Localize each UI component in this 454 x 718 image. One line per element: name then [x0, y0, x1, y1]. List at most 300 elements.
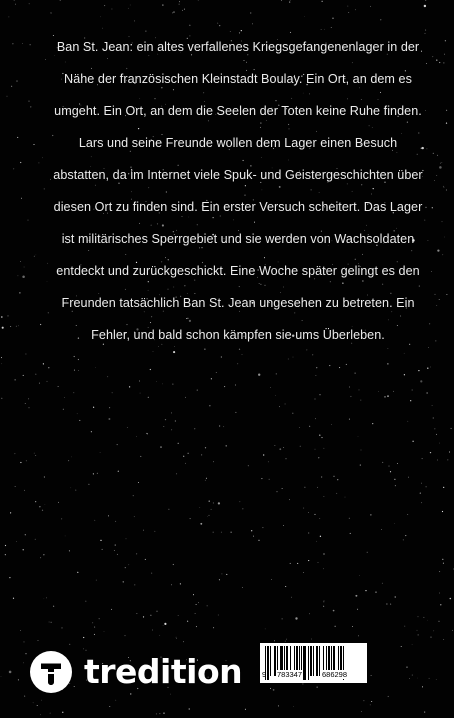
star [50, 179, 51, 180]
star [279, 448, 281, 450]
star [349, 386, 350, 387]
star [34, 256, 35, 257]
star [393, 391, 394, 392]
star [133, 495, 134, 496]
star [442, 511, 443, 512]
star [134, 516, 135, 517]
star [78, 359, 79, 360]
star [438, 621, 439, 622]
star [2, 327, 4, 329]
star [25, 653, 26, 654]
star [42, 510, 43, 511]
star [162, 384, 163, 385]
star [107, 376, 108, 377]
star [302, 683, 303, 684]
star [102, 28, 103, 29]
star [28, 407, 29, 408]
star [176, 638, 177, 639]
star [425, 207, 426, 208]
star [26, 460, 27, 461]
star [436, 679, 437, 680]
star [145, 559, 146, 560]
star [378, 391, 379, 392]
star [439, 166, 442, 169]
star [324, 600, 325, 601]
star [173, 12, 174, 13]
star [323, 606, 324, 607]
star [63, 409, 64, 410]
star [434, 180, 435, 181]
star [47, 281, 48, 282]
star [390, 604, 391, 605]
star [285, 586, 286, 587]
star [216, 372, 217, 373]
star [429, 678, 430, 679]
star [175, 421, 176, 422]
star [355, 595, 357, 597]
star [8, 315, 9, 316]
star [108, 418, 110, 420]
star [178, 443, 179, 444]
star [180, 583, 181, 584]
star [439, 62, 440, 63]
star [437, 460, 438, 461]
star [190, 518, 191, 519]
star [185, 397, 186, 398]
star [358, 436, 359, 437]
star [53, 606, 54, 607]
star [33, 702, 34, 703]
star [112, 392, 113, 393]
star [321, 437, 322, 438]
star [147, 433, 148, 434]
star [153, 351, 154, 352]
star [36, 255, 37, 256]
star [421, 502, 422, 503]
star [424, 33, 425, 34]
star [46, 598, 47, 599]
star [315, 418, 316, 419]
star [160, 446, 162, 448]
star [140, 456, 141, 457]
star [73, 392, 74, 393]
star [125, 635, 126, 636]
star [243, 509, 244, 510]
star [114, 550, 115, 551]
star [127, 427, 128, 428]
star [285, 641, 286, 642]
star [16, 81, 17, 82]
star [25, 534, 26, 535]
star [435, 340, 436, 341]
star [231, 532, 232, 533]
star [173, 351, 175, 353]
star [29, 3, 30, 4]
star [159, 635, 160, 636]
star [382, 583, 383, 584]
star [22, 43, 23, 44]
star [43, 554, 44, 555]
star [424, 220, 425, 221]
star [433, 630, 434, 631]
star [292, 413, 293, 414]
star [436, 434, 437, 435]
star [211, 509, 212, 510]
star [444, 237, 445, 238]
star [395, 596, 396, 597]
star [388, 466, 389, 467]
star [317, 687, 318, 688]
star [427, 240, 428, 241]
star [408, 477, 409, 478]
star [324, 448, 325, 449]
star [427, 620, 428, 621]
star [19, 292, 20, 293]
star [93, 473, 94, 474]
star [303, 508, 304, 509]
star [185, 463, 186, 464]
star [372, 423, 373, 424]
star [395, 485, 396, 486]
star [10, 326, 11, 327]
star [201, 454, 202, 455]
star [439, 571, 440, 572]
star [165, 419, 166, 420]
star [9, 577, 10, 578]
star [449, 451, 450, 452]
star [278, 705, 279, 706]
star [363, 700, 364, 701]
star [38, 162, 39, 163]
star [331, 424, 332, 425]
star [88, 484, 89, 485]
star [183, 456, 184, 457]
star [334, 476, 335, 477]
star [268, 461, 269, 462]
star [319, 394, 320, 395]
star [62, 712, 63, 713]
barcode-left-group: 783347 [277, 670, 303, 679]
star [394, 479, 395, 480]
star [430, 452, 431, 453]
star [365, 590, 366, 591]
star [412, 390, 413, 391]
star [384, 396, 385, 397]
star [60, 0, 61, 1]
star [271, 579, 272, 580]
star [21, 198, 22, 199]
star [123, 581, 124, 582]
star [152, 630, 153, 631]
star [429, 323, 430, 324]
star [449, 598, 451, 600]
star [409, 678, 410, 679]
star [286, 458, 287, 459]
star [115, 700, 116, 701]
star [39, 506, 40, 507]
star [30, 44, 31, 45]
star [318, 562, 319, 563]
star [136, 436, 137, 437]
star [15, 453, 16, 454]
star [38, 640, 39, 641]
star [421, 483, 422, 484]
star [303, 572, 304, 573]
star [235, 385, 236, 386]
star [11, 86, 12, 87]
star [293, 706, 294, 707]
star [407, 514, 408, 515]
star [172, 384, 173, 385]
star [37, 705, 38, 706]
star [283, 525, 284, 526]
star [426, 63, 427, 64]
star [219, 425, 220, 426]
star [441, 221, 442, 222]
star [29, 101, 30, 102]
star [61, 518, 62, 519]
star [75, 489, 76, 490]
star [117, 554, 118, 555]
tredition-t-logo-icon [30, 651, 72, 693]
star [425, 110, 426, 111]
star [47, 263, 48, 264]
star [150, 369, 151, 370]
publisher-name: tredition [84, 652, 243, 691]
star [42, 157, 43, 158]
star [77, 413, 78, 414]
star [350, 533, 351, 534]
barcode-right-group: 686298 [322, 670, 348, 679]
star [404, 626, 405, 627]
star [412, 675, 413, 676]
star [320, 536, 321, 537]
star [321, 29, 322, 30]
star [273, 689, 275, 691]
star [108, 515, 109, 516]
star [355, 373, 356, 374]
star [425, 0, 426, 1]
star [155, 531, 156, 532]
star [171, 584, 172, 585]
star [375, 591, 376, 592]
star [99, 618, 100, 619]
star [13, 598, 14, 599]
star [407, 421, 408, 422]
star [277, 491, 278, 492]
star [148, 397, 149, 398]
star [242, 587, 243, 588]
star [221, 532, 222, 533]
star [387, 363, 388, 364]
star [69, 644, 70, 645]
star [270, 387, 271, 388]
star [104, 5, 105, 6]
star [7, 96, 8, 97]
star [40, 324, 41, 325]
star [386, 603, 387, 604]
star [285, 403, 286, 404]
star [297, 563, 298, 564]
star [367, 552, 368, 553]
star [70, 487, 71, 488]
star [314, 514, 315, 515]
star [447, 459, 448, 460]
star [370, 514, 371, 515]
star [281, 0, 282, 1]
star [293, 357, 294, 358]
star [35, 455, 36, 456]
star [299, 427, 300, 428]
star [198, 602, 199, 603]
star [104, 631, 105, 632]
star [138, 482, 139, 483]
star [16, 326, 17, 327]
star [397, 463, 398, 464]
star [350, 396, 351, 397]
star [196, 604, 197, 605]
star [316, 541, 317, 542]
star [205, 447, 206, 448]
isbn-barcode [260, 643, 367, 683]
star [115, 545, 116, 546]
star [187, 621, 188, 622]
star [95, 367, 96, 368]
star [423, 617, 424, 618]
star [143, 616, 144, 617]
star [387, 395, 389, 397]
star [311, 639, 312, 640]
star [128, 8, 129, 9]
star [337, 479, 338, 480]
star [370, 705, 371, 706]
star [24, 696, 25, 697]
star [134, 584, 135, 585]
star [5, 545, 6, 546]
star [309, 426, 310, 427]
star [115, 521, 116, 522]
star [34, 453, 35, 454]
star [226, 445, 227, 446]
star [20, 462, 21, 463]
star [323, 496, 324, 497]
star [315, 449, 316, 450]
star [129, 386, 130, 387]
star [125, 538, 126, 539]
star [15, 486, 16, 487]
star [312, 355, 313, 356]
star [304, 487, 305, 488]
star [171, 412, 172, 413]
star [109, 407, 110, 408]
star [130, 5, 131, 6]
star [184, 9, 185, 10]
star [289, 2, 290, 3]
star [258, 374, 260, 376]
star [35, 539, 36, 540]
star [199, 507, 200, 508]
star [83, 637, 84, 638]
star [189, 25, 190, 26]
star [1, 316, 3, 318]
star [329, 365, 330, 366]
star [315, 375, 316, 376]
star [432, 405, 433, 406]
star [213, 532, 214, 533]
star [265, 629, 266, 630]
star [71, 457, 72, 458]
star [443, 487, 444, 488]
star [451, 428, 452, 429]
star [382, 462, 383, 463]
star [390, 471, 391, 472]
star [349, 518, 350, 519]
star [295, 617, 297, 619]
star [79, 420, 80, 421]
star [134, 20, 135, 21]
star [173, 564, 174, 565]
star [209, 501, 210, 502]
star [51, 622, 52, 623]
star [13, 169, 14, 170]
star [444, 54, 445, 55]
star [45, 504, 46, 505]
star [436, 60, 437, 61]
star [308, 512, 309, 513]
star [1, 363, 2, 364]
star [109, 706, 110, 707]
barcode-first-digit: 9 [262, 670, 267, 679]
star [40, 557, 41, 558]
star [94, 627, 95, 628]
star [163, 625, 164, 626]
star [422, 458, 423, 459]
star [442, 254, 443, 255]
star [44, 188, 45, 189]
star [235, 412, 236, 413]
star [96, 580, 97, 581]
star [276, 373, 277, 374]
star [439, 299, 440, 300]
star [137, 613, 138, 614]
star [151, 573, 152, 574]
star [100, 17, 101, 18]
star [16, 541, 17, 542]
star [125, 567, 126, 568]
star [445, 40, 446, 41]
star [9, 671, 12, 674]
star [261, 478, 262, 479]
star [443, 187, 444, 188]
star [336, 493, 337, 494]
star [446, 294, 447, 295]
star [433, 153, 434, 154]
star [91, 431, 92, 432]
star [150, 615, 151, 616]
star [12, 43, 13, 44]
star [381, 529, 382, 530]
star [412, 644, 413, 645]
star [171, 429, 172, 430]
star [440, 163, 441, 164]
star [93, 407, 94, 408]
star [20, 162, 21, 163]
star [435, 294, 436, 295]
star [163, 426, 164, 427]
star [9, 17, 10, 18]
star [258, 540, 259, 541]
star [349, 419, 350, 420]
